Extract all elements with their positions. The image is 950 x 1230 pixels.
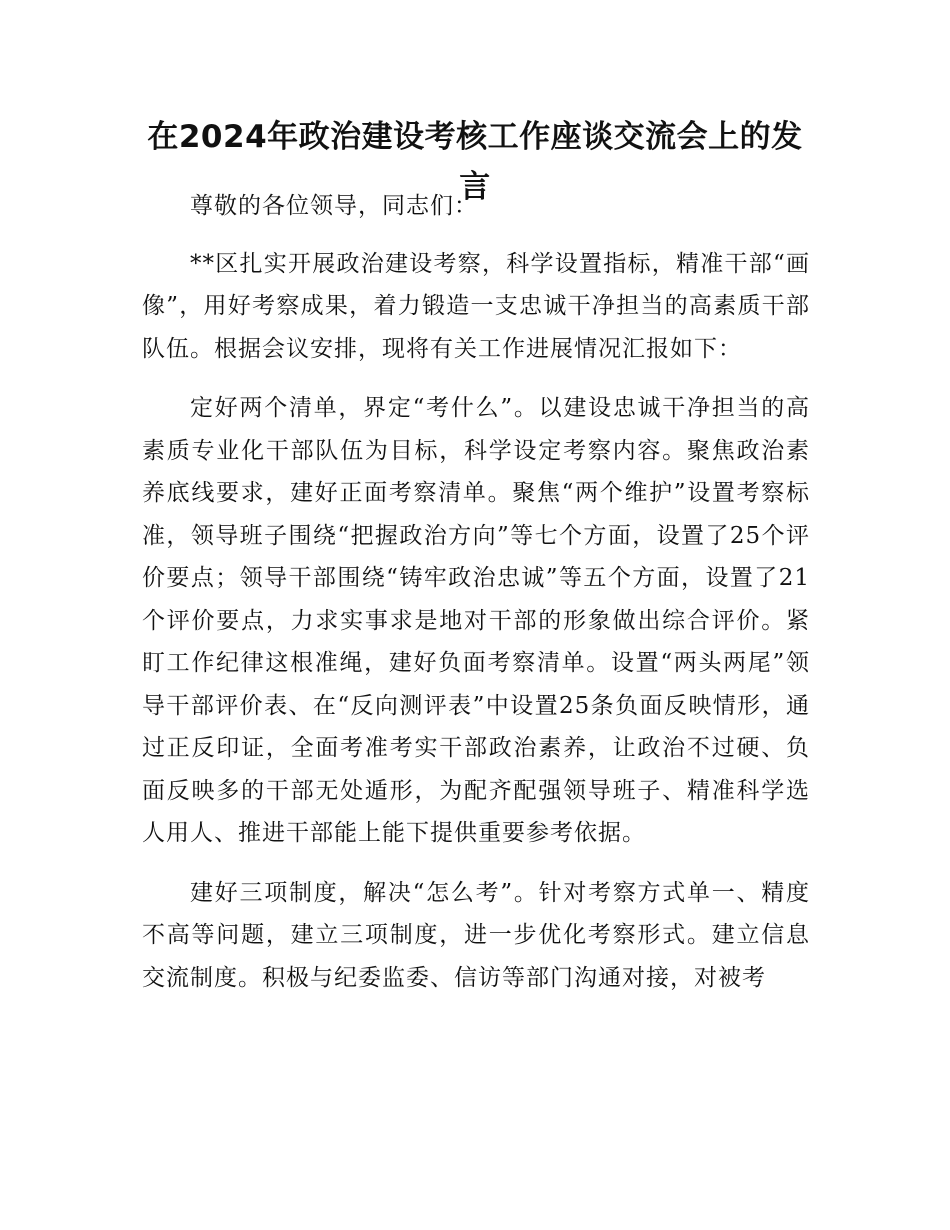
- salutation: 尊敬的各位领导，同志们：: [190, 193, 478, 219]
- document-body: [142, 185, 810, 1016]
- paragraph-two-lists: 定好两个清单，界定“考什么”。以建设忠诚干净担当的高素质专业化干部队伍为目标，科学设定考察内容。聚焦政治素养底线要求，建好正面考察清单。聚焦“两个维护”设置考察标准，领导班子围绕“把握政治方向”等七个方面，设置了25个评价要点；领导干部围绕“铸牢政治忠诚”等五个方面，设置了21个评价要点，力求实事求是地对干部的形象做出综合评价。紧盯工作纪律这根准绳，建好负面考察清单。设置“两头两尾”领导干部评价表、在“反向测评表”中设置25条负面反映情形，通过正反印证，全面考准考实干部政治素养，让政治不过硬、负面反映多的干部无处遁形，为配齐配强领导班子、精准科学选人用人、推进干部能上能下提供重要参考依据。: [142, 395, 810, 846]
- paragraph-three-systems: 建好三项制度，解决“怎么考”。针对考察方式单一、精度不高等问题，建立三项制度，进一步优化考察形式。建立信息交流制度。积极与纪委监委、信访等部门沟通对接，对被考: [142, 879, 810, 991]
- paragraph-intro: **区扎实开展政治建设考察，科学设置指标，精准干部“画像”，用好考察成果，着力锻造一支忠诚干净担当的高素质干部队伍。根据会议安排，现将有关工作进展情况汇报如下：: [142, 250, 810, 362]
- document-title: 在2024年政治建设考核工作座谈交流会上的发言: [147, 119, 803, 205]
